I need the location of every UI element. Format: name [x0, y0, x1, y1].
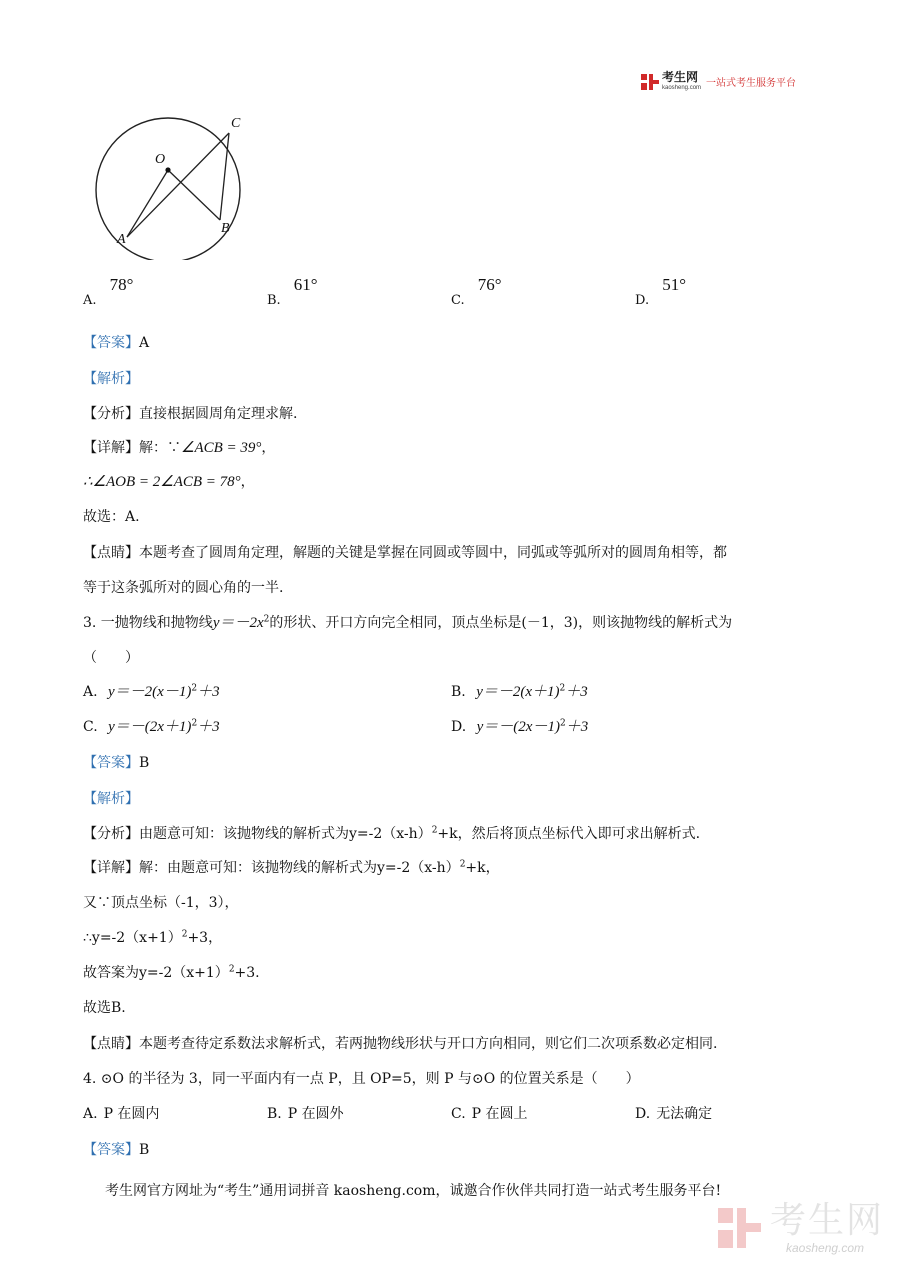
- q4-option-c: C. P 在圆上: [451, 1106, 528, 1122]
- q3-choose: 故选B.: [83, 1000, 126, 1016]
- label-o: O: [155, 152, 166, 167]
- logo-name: 考生网: [662, 70, 699, 84]
- q4-option-d: D. 无法确定: [635, 1106, 713, 1122]
- segment-ac: [127, 133, 229, 237]
- q2-option-a: $_{A.}$ 78°: [83, 275, 134, 308]
- q3-option-a: A. $y=-2(x-1)^2+3$: [83, 683, 220, 700]
- q4-answer: 【答案】B: [83, 1142, 150, 1158]
- logo-slogan: 一站式考生服务平台: [706, 78, 796, 89]
- label-b: B: [221, 221, 230, 236]
- q3-line4: $\therefore y=-2(x+1)^2+3$，: [83, 929, 223, 946]
- kaosheng-logo-icon: [640, 72, 660, 92]
- q3-stem: 3. 一抛物线和抛物线$y=-2x^2$的形状、开口方向完全相同，顶点坐标是(－1，3)，则该抛物线的解析式为: [83, 614, 733, 631]
- q3-answer: 【答案】B: [83, 755, 150, 771]
- q4-option-b: B. P 在圆外: [267, 1106, 344, 1122]
- q4-stem: 4. ⊙O 的半径为 3，同一平面内有一点 P，且 OP=5，则 P 与⊙O 的位置关系是（ ）: [83, 1071, 640, 1087]
- watermark-domain: kaosheng.com: [786, 1241, 865, 1255]
- center-point: [165, 167, 170, 172]
- segment-ob: [168, 170, 220, 220]
- q3-option-b: B. $y=-2(x+1)^2+3$: [451, 683, 588, 700]
- label-c: C: [231, 116, 241, 131]
- q2-option-b: $_{B.}$ 61°: [267, 275, 318, 308]
- circle-figure: [88, 110, 258, 260]
- q2-fenxi: 【分析】直接根据圆周角定理求解.: [83, 406, 298, 422]
- q2-xiangjie: 【详解】解：∵∠ACB = 39°，: [83, 440, 276, 456]
- footer-note: 考生网官方网址为“考生”通用词拼音 kaosheng.com，诚邀合作伙伴共同打造一站式考生服务平台!: [105, 1183, 722, 1199]
- q3-line5: 故答案为$y=-2(x+1)^2+3$.: [83, 964, 260, 981]
- q3-xiangjie: 【详解】解：由题意可知：该抛物线的解析式为$y=-2(x-h)^2+k$，: [83, 859, 500, 876]
- q3-dianjing: 【点睛】本题考查待定系数法求解析式，若两抛物线形状与开口方向相同，则它们二次项系数必定相同.: [83, 1036, 718, 1052]
- q3-option-d: D. $y=-(2x-1)^2+3$: [451, 718, 589, 735]
- q3-option-c: C. $y=-(2x+1)^2+3$: [83, 718, 220, 735]
- watermark-logo-icon: [716, 1204, 764, 1252]
- segment-oa: [127, 170, 168, 237]
- q2-option-d: $_{D.}$ 51°: [635, 275, 686, 308]
- q2-choose: 故选：A.: [83, 509, 140, 525]
- q2-analysis-tag: 【解析】: [83, 371, 139, 387]
- label-a: A: [117, 232, 126, 247]
- q3-fenxi: 【分析】由题意可知：该抛物线的解析式为$y=-2(x-h)^2+k$，然后将顶点坐标代入即可求出解析式.: [83, 825, 701, 842]
- q3-blank: （ ）: [83, 650, 139, 666]
- watermark-name: 考生网: [770, 1199, 885, 1240]
- logo-domain: kaosheng.com: [662, 85, 702, 91]
- q4-option-a: A. P 在圆内: [83, 1106, 160, 1122]
- q2-dianjing: 【点睛】本题考查了圆周角定理，解题的关键是掌握在同圆或等圆中，同弧或等弧所对的圆周角相等，都: [83, 545, 727, 561]
- q2-answer: 【答案】A: [83, 335, 150, 351]
- q3-analysis-tag: 【解析】: [83, 791, 139, 807]
- q2-option-c: $_{C.}$ 76°: [451, 275, 502, 308]
- q3-line3: 又∵顶点坐标（-1，3），: [83, 895, 239, 911]
- q2-step2: ∴∠AOB = 2∠ACB = 78°，: [83, 474, 255, 490]
- q2-dianjing-cont: 等于这条弧所对的圆心角的一半.: [83, 580, 284, 596]
